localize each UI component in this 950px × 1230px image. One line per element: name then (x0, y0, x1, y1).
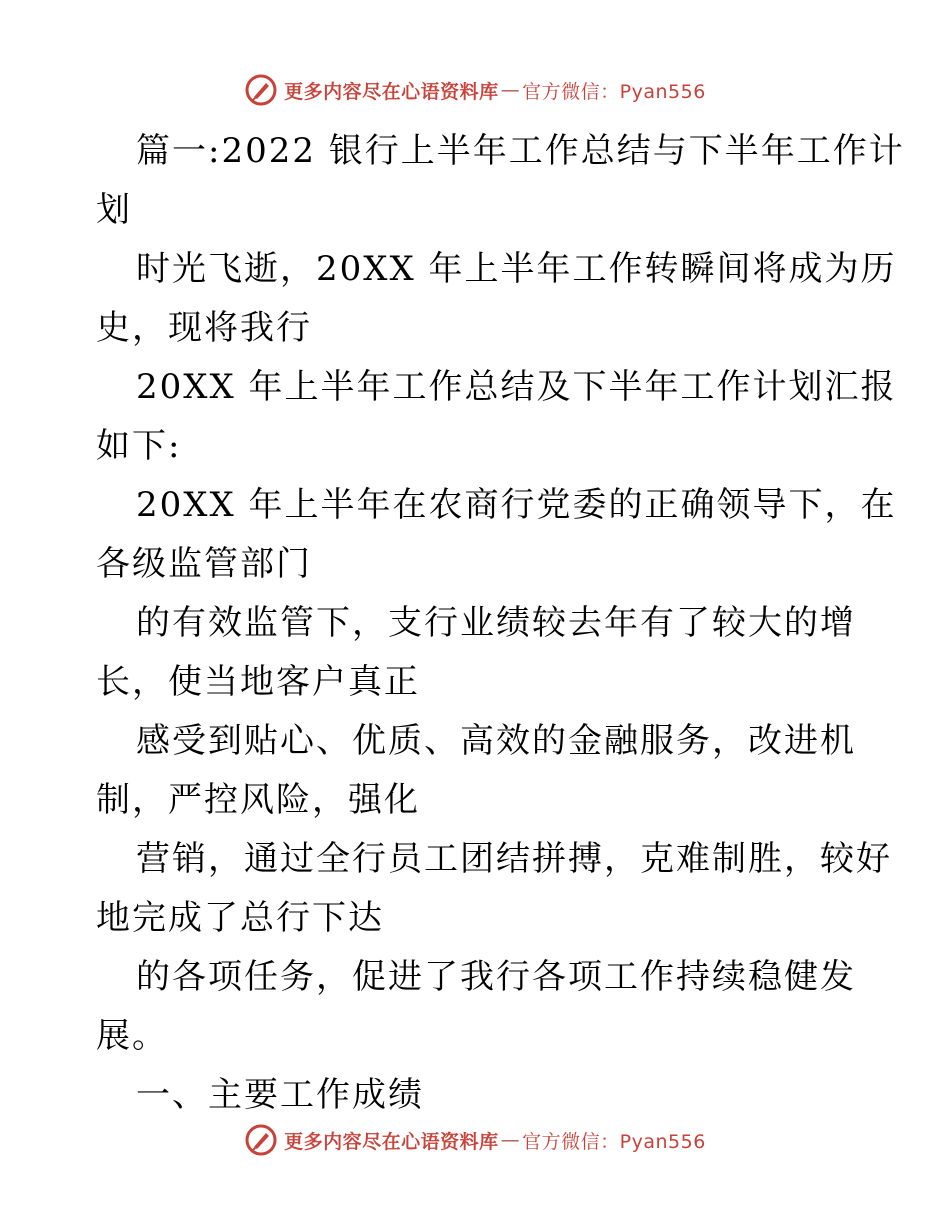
text-line: 长，使当地客户真正 (96, 662, 420, 702)
text-line: 如下: (96, 426, 182, 466)
header-watermark (0, 70, 950, 110)
watermark-sub-text: 官方微信：Pyan556 (522, 1130, 706, 1153)
text-line: 地完成了总行下达 (96, 898, 384, 938)
text-line: 制，严控风险，强化 (96, 780, 420, 820)
watermark-main-text: 更多内容尽在心语资料库 (284, 1130, 499, 1153)
quill-logo-icon (244, 1123, 278, 1157)
text-line: 篇一:2022 银行上半年工作总结与下半年工作计 (136, 131, 905, 171)
watermark-separator: — (500, 1129, 521, 1151)
watermark-sub-text: 官方微信：Pyan556 (522, 80, 706, 103)
text-line: 时光飞逝，20XX 年上半年工作转瞬间将成为历 (136, 249, 897, 289)
watermark-main-text: 更多内容尽在心语资料库 (284, 80, 499, 103)
text-line: 展。 (96, 1016, 168, 1056)
text-line: 的各项任务，促进了我行各项工作持续稳健发 (136, 957, 856, 997)
text-line: 划 (96, 190, 132, 230)
text-line: 20XX 年上半年在农商行党委的正确领导下，在 (136, 485, 897, 525)
text-line: 20XX 年上半年工作总结及下半年工作计划汇报 (136, 367, 897, 407)
text-line: 营销，通过全行员工团结拼搏，克难制胜，较好 (136, 839, 892, 879)
section-heading: 一、主要工作成绩 (136, 1075, 424, 1115)
text-line: 史，现将我行 (96, 308, 312, 348)
text-line: 各级监管部门 (96, 544, 312, 584)
document-body (96, 122, 905, 1125)
footer-watermark (0, 1120, 950, 1160)
watermark-separator: — (500, 79, 521, 101)
quill-logo-icon (244, 73, 278, 107)
text-line: 感受到贴心、优质、高效的金融服务，改进机 (136, 721, 856, 761)
text-line: 的有效监管下，支行业绩较去年有了较大的增 (136, 603, 856, 643)
